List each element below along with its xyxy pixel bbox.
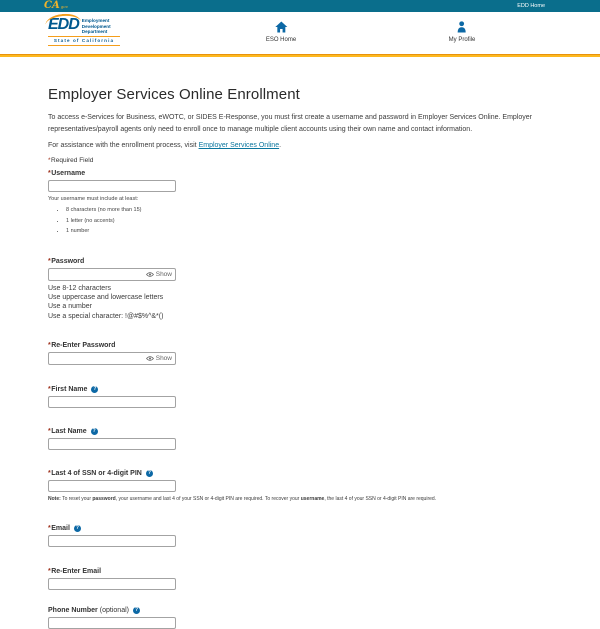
- last-name-help-icon[interactable]: ?: [92, 428, 96, 435]
- ca-gov-logo-gov: gov: [60, 4, 68, 9]
- eye-icon: [146, 356, 154, 361]
- password-show-button[interactable]: Show: [146, 271, 175, 278]
- edd-logo-dept: Employment Development Department: [81, 18, 111, 35]
- reenter-email-group: [48, 568, 556, 590]
- ssn-pin-group: [48, 470, 556, 503]
- ssn-pin-input[interactable]: [48, 480, 176, 492]
- username-hint: • 8 characters (no more than 15): [66, 207, 556, 213]
- phone-label: Phone Number (optional) ?: [48, 606, 139, 614]
- reenter-email-label: * Re-Enter Email: [48, 567, 102, 575]
- password-input[interactable]: [49, 269, 146, 280]
- phone-group: [48, 607, 556, 629]
- utility-bar: [0, 0, 600, 12]
- first-name-help-icon[interactable]: ?: [93, 386, 97, 393]
- username-hint-title: Your username must include at least:: [48, 196, 139, 202]
- gold-divider: [0, 54, 600, 57]
- phone-help-icon[interactable]: ?: [134, 607, 139, 614]
- nav-eso-home[interactable]: [266, 21, 296, 43]
- email-group: [48, 525, 556, 547]
- assistance-text: For assistance with the enrollment process, visit Employer Services Online.: [48, 142, 282, 149]
- password-hint: Use a number: [48, 303, 92, 311]
- reenter-password-label: * Re-Enter Password: [48, 341, 116, 349]
- username-label: * Username: [48, 170, 86, 177]
- page-title: Employer Services Online Enrollment: [48, 86, 300, 103]
- main-content: [48, 86, 556, 629]
- last-name-label: * Last Name ?: [48, 427, 96, 435]
- site-header: [0, 12, 600, 54]
- last-name-group: [48, 428, 556, 450]
- email-help-icon[interactable]: ?: [75, 525, 79, 532]
- username-hint: • 1 letter (no accents): [66, 218, 556, 224]
- username-hint: • 1 number: [66, 228, 556, 234]
- person-icon: [457, 21, 467, 33]
- first-name-label: * First Name ?: [48, 385, 97, 393]
- username-hints: [48, 207, 556, 234]
- password-label: * Password: [48, 258, 85, 265]
- username-group: [48, 170, 556, 234]
- reenter-password-input[interactable]: [49, 353, 146, 364]
- ca-gov-logo[interactable]: [44, 0, 68, 12]
- employer-services-online-link[interactable]: Employer Services Online: [198, 142, 280, 149]
- ssn-pin-help-icon[interactable]: ?: [147, 470, 151, 477]
- password-hint: Use 8-12 characters: [48, 285, 112, 292]
- username-input[interactable]: [48, 180, 176, 192]
- last-name-input[interactable]: [48, 438, 176, 450]
- reenter-password-show-button[interactable]: Show: [146, 355, 175, 362]
- reenter-email-input[interactable]: [48, 578, 176, 590]
- ssn-pin-note: Note: To reset your password, your username and last 4 of your SSN or 4-digit PIN are required. To recover your username, the last 4 of your SSN or 4-digit PIN are required.: [48, 495, 437, 502]
- email-input[interactable]: [48, 535, 176, 547]
- ca-gov-logo-ca: CA: [44, 0, 60, 11]
- password-group: [48, 258, 556, 321]
- enrollment-form: [48, 170, 556, 629]
- edd-logo-acronym: EDD: [48, 16, 79, 33]
- intro-text: To access e-Services for Business, eWOTC, or SIDES E-Response, you must first create a username and password in Employer Services Online. Employer representatives/payroll agents only need to enroll once to manage multiple client accounts using their own name and contact information.: [48, 114, 532, 133]
- nav-my-profile-label: My Profile: [448, 37, 476, 43]
- email-label: * Email ?: [48, 524, 79, 532]
- password-hint: Use uppercase and lowercase letters: [48, 294, 164, 302]
- password-hints: [48, 284, 556, 321]
- edd-home-link[interactable]: EDD Home: [517, 3, 545, 9]
- reenter-password-group: [48, 342, 556, 365]
- phone-input[interactable]: [48, 617, 176, 629]
- password-hint: Use a special character: !@#$%^&*(): [48, 312, 164, 320]
- nav-eso-home-label: ESO Home: [265, 37, 297, 43]
- reenter-password-field: [48, 352, 176, 365]
- nav-my-profile[interactable]: [449, 21, 476, 43]
- first-name-group: [48, 386, 556, 408]
- eye-icon: [146, 272, 154, 277]
- first-name-input[interactable]: [48, 396, 176, 408]
- password-field: [48, 268, 176, 281]
- required-field-note: *Required Field: [48, 157, 94, 164]
- home-icon: [275, 21, 288, 33]
- ssn-pin-label: * Last 4 of SSN or 4-digit PIN ?: [48, 469, 151, 477]
- edd-logo[interactable]: [48, 17, 120, 46]
- edd-logo-state: State of California: [48, 36, 120, 46]
